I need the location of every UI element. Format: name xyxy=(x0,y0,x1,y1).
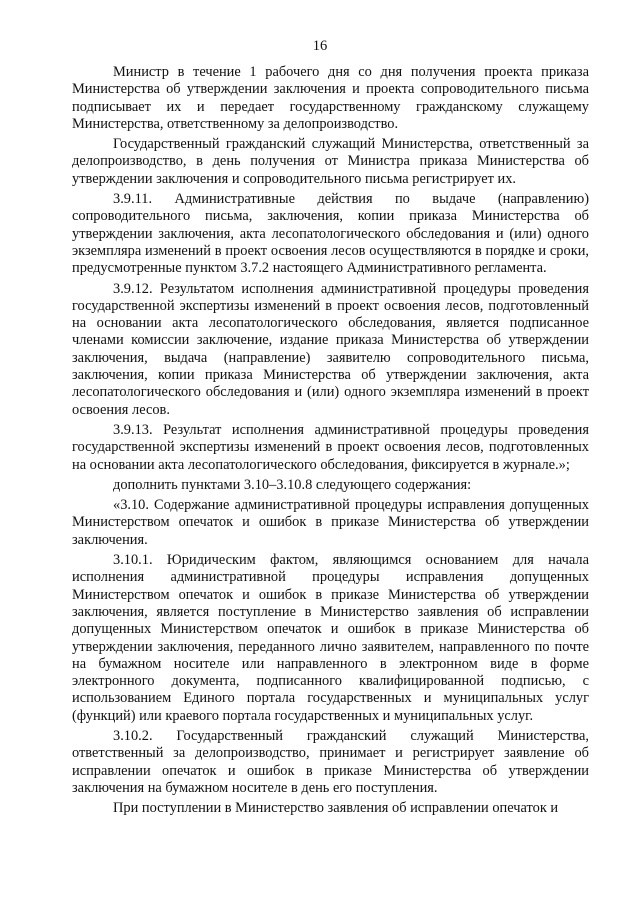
document-body xyxy=(72,64,589,817)
paragraph: 3.10.1. Юридическим фактом, являющимся основанием для начала исполнения административной процедуры исправления допущенных Министерством опечаток и ошибок в приказе Министерства об утверждении заключения, является поступление в Министерство заявления об исправлении допущенных Министерством опечаток и ошибок в приказе Министерства об утверждении заключения, переданного лично заявителем, направленного по почте на бумажном носителе или направленного в электронном виде в форме электронного документа, подписанного квалифицированной подписью, с использованием Единого портала государственных и муниципальных услуг (функций) или краевого портала государственных и муниципальных услуг. xyxy=(72,552,589,724)
paragraph: «3.10. Содержание административной процедуры исправления допущенных Министерством опечаток и ошибок в приказе Министерства об утверждении заключения. xyxy=(72,497,589,548)
paragraph: При поступлении в Министерство заявления об исправлении опечаток и xyxy=(113,800,559,817)
paragraph: Министр в течение 1 рабочего дня со дня получения проекта приказа Министерства об утверждении заключения и проекта сопроводительного письма подписывает их и передает государственному гражданскому служащему Министерства, ответственному за делопроизводство. xyxy=(72,64,589,132)
paragraph: 3.9.13. Результат исполнения административной процедуры проведения государственной экспертизы изменений в проект освоения лесов, подготовленных на основании акта лесопатологического обследования, фиксируется в журнале.»; xyxy=(72,421,589,473)
paragraph: 3.9.11. Административные действия по выдаче (направлению) сопроводительного письма, заключения, копии приказа Министерства об утверждении заключения, акта лесопатологического обследования и (или) одного экземпляра изменений в проект освоения лесов осуществляются в порядке и сроки, предусмотренные пунктом 3.7.2 настоящего Административного регламента. xyxy=(72,191,589,277)
paragraph: 3.9.12. Результатом исполнения административной процедуры проведения государственной экспертизы изменений в проект освоения лесов, подготовленный на основании акта лесопатологического обследования, является подписанное членами комиссии заключение, издание приказа Министерства об утверждении заключения, выдача (направление) заявителю сопроводительного письма, заключения, копии приказа Министерства об утверждении заключения, акта лесопатологического обследования и (или) одного экземпляра изменений в проект освоения лесов. xyxy=(72,280,589,418)
page-number: 16 xyxy=(312,38,328,54)
paragraph: дополнить пунктами 3.10–3.10.8 следующего содержания: xyxy=(113,476,472,493)
paragraph: 3.10.2. Государственный гражданский служащий Министерства, ответственный за делопроизводство, принимает и регистрирует заявление об исправлении опечаток и ошибок в приказе Министерства об утверждении заключения на бумажном носителе в день его поступления. xyxy=(72,727,589,796)
paragraph: Государственный гражданский служащий Министерства, ответственный за делопроизводство, в день получения от Министра приказа Министерства об утверждении заключения и сопроводительного письма регистрирует их. xyxy=(72,136,589,187)
